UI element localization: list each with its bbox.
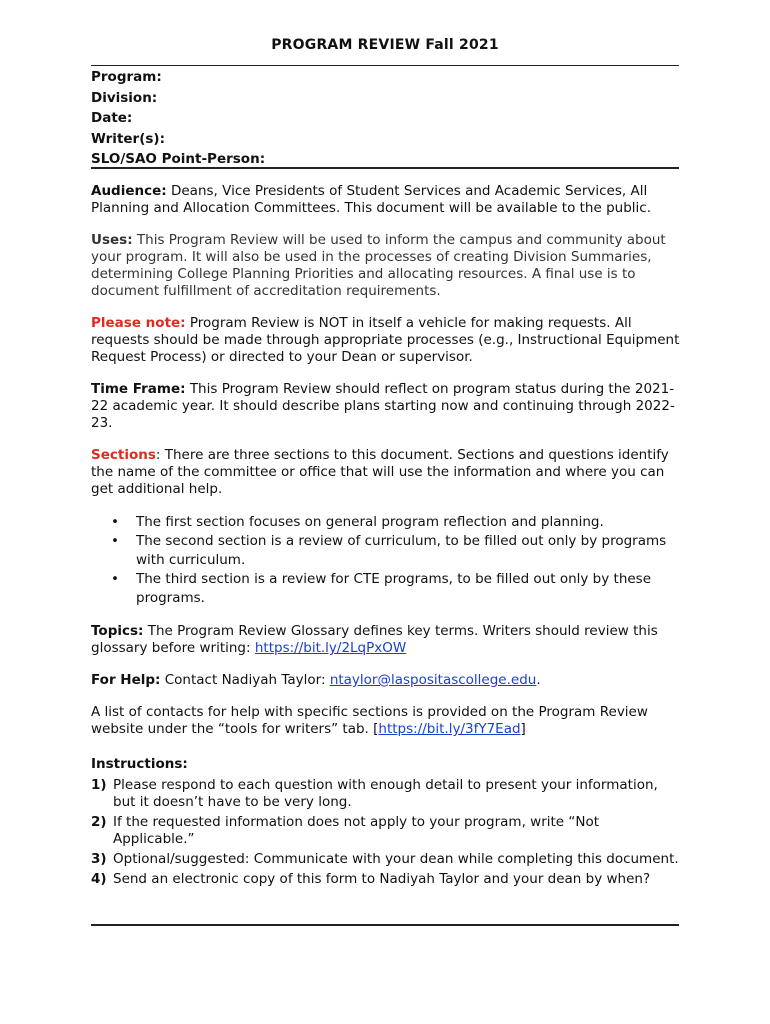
glossary-link[interactable]: https://bit.ly/2LqPxOW [254,640,407,656]
sections-list [91,513,681,608]
sections-label: Sections [91,447,156,463]
contacts-paragraph: A list of contacts for help with specific sections is provided on the Program Review website under the “tools for writers” tab. [https://bit.ly/3fY7Ead] [91,704,648,737]
audience-label: Audience: [91,183,167,199]
fields-divider [91,167,679,169]
topics-paragraph [91,623,681,657]
list-item: • The second section is a review of curriculum, to be filled out only by programs with curriculum. [111,533,667,568]
instructions-list [91,777,681,888]
list-item: • The first section focuses on general program reflection and planning. [111,514,604,530]
sections-text: : There are three sections to this document. Sections and questions identify the name of the committee or office that will use the information and where you can get additional help. [91,447,669,497]
uses-text: This Program Review will be used to inform the campus and community about your program. It will also be used in the processes of creating Division Summaries, determining College Planning Priorities and allocating resources. A final use is to document fulfillment of accreditation requirements. [91,232,666,299]
help-paragraph: For Help: Contact Nadiyah Taylor: ntaylor@laspositascollege.edu. [91,672,541,688]
note-text: Program Review is NOT in itself a vehicle for making requests. All requests should be made through appropriate processes (e.g., Instructional Equipment Request Process) or directed to your Dean or supervisor. [91,315,680,365]
field-writers: Writer(s): [91,130,165,147]
footer-rule [91,924,679,926]
field-division: Division: [91,89,158,106]
uses-label: Uses: [91,232,133,248]
field-program: Program: [91,69,162,85]
instructions-heading: Instructions: [91,756,188,772]
note-label: Please note: [91,315,186,331]
list-item: 1) Please respond to each question with enough detail to present your information, but it doesn’t have to be very long. [91,777,658,810]
uses-paragraph [91,232,681,300]
field-date: Date: [91,110,133,126]
field-slo-point-person: SLO/SAO Point-Person: [91,151,266,167]
tools-link[interactable]: https://bit.ly/3fY7Ead [378,721,521,737]
header-rule [91,65,679,66]
page-title: PROGRAM REVIEW Fall 2021 [271,37,499,53]
bullet-icon: • [111,571,119,587]
timeframe-paragraph [91,381,681,432]
audience-text: Deans, Vice Presidents of Student Services and Academic Services, All Planning and Allocation Committees. This document will be available to the public. [91,183,651,216]
sections-paragraph [91,447,681,498]
list-item: 3) Optional/suggested: Communicate with your dean while completing this document. [91,851,679,867]
contacts-text: A list of contacts for help with specific sections is provided on the Program Review website under the “tools for writers” tab. [ [91,704,648,737]
help-label: For Help: [91,672,161,688]
timeframe-text: This Program Review should reflect on program status during the 2021-22 academic year. It should describe plans starting now and continuing through 2022-23. [91,381,675,431]
help-text: Contact Nadiyah Taylor: [164,672,326,688]
topics-label: Topics: [91,623,144,639]
timeframe-label: Time Frame: [91,381,186,397]
topics-text: The Program Review Glossary defines key terms. Writers should review this glossary before writing: [91,623,658,656]
header-fields [91,67,265,170]
document-body [91,183,681,888]
list-item: • The third section is a review for CTE programs, to be filled out only by these programs. [111,571,652,606]
note-paragraph [91,315,681,366]
list-item: 4) Send an electronic copy of this form to Nadiyah Taylor and your dean by when? [91,871,651,887]
list-item: 2) If the requested information does not apply to your program, write “Not Applicable.” [91,814,600,847]
bullet-icon: • [111,514,119,530]
audience-paragraph [91,183,681,217]
email-link[interactable]: ntaylor@laspositascollege.edu [329,672,537,688]
bullet-icon: • [111,533,119,549]
